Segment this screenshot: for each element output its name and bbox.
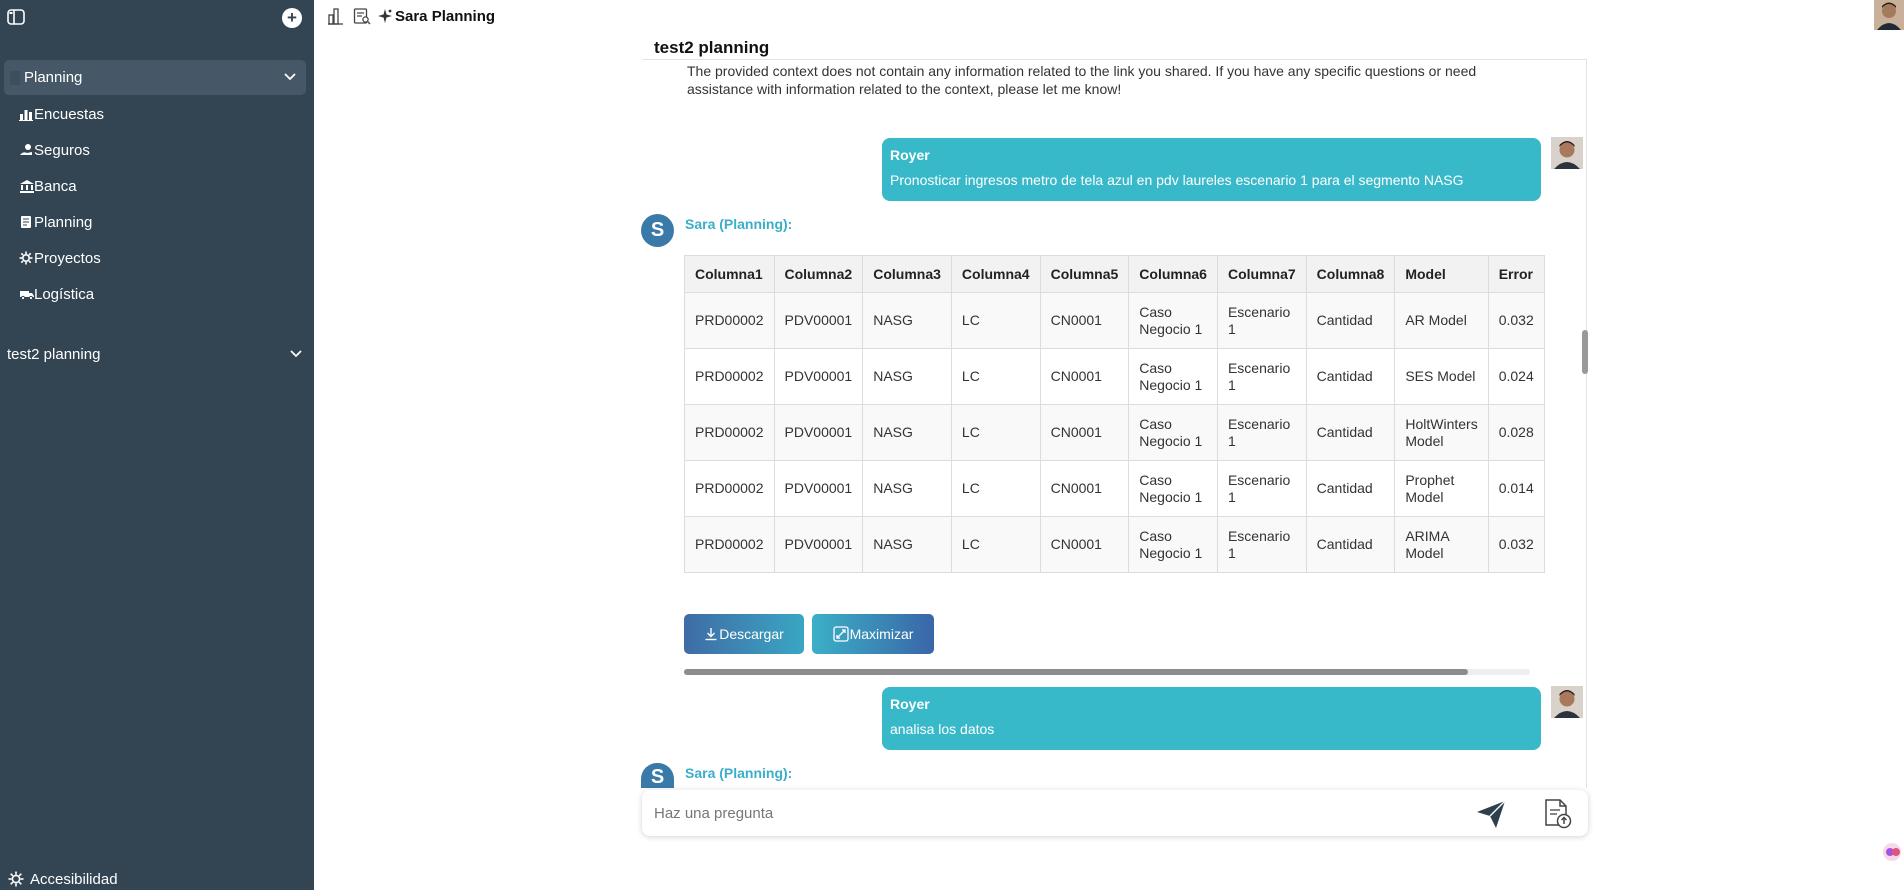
chat-title: test2 planning: [654, 38, 770, 57]
sidebar-item-encuestas[interactable]: [19, 102, 104, 126]
sidebar-item-seguros[interactable]: [19, 138, 90, 162]
insurance-icon: [19, 143, 33, 157]
bank-icon: [19, 179, 33, 193]
table-cell: PDV00001: [774, 461, 863, 517]
table-cell: NASG: [863, 461, 952, 517]
table-cell: PRD00002: [685, 517, 775, 573]
bot-message-text: The provided context does not contain any information related to the link you shared. If you have any specific questions or need assistance with information related to the context, please let me know!: [687, 63, 1477, 97]
table-cell: CN0001: [1040, 293, 1129, 349]
column-header: Columna1: [685, 256, 775, 293]
table-cell: CN0001: [1040, 349, 1129, 405]
results-table: [684, 255, 1545, 573]
sidebar-item-label: Seguros: [34, 141, 90, 159]
sidebar-item-planning[interactable]: [19, 210, 92, 234]
table-cell: PRD00002: [685, 405, 775, 461]
sidebar: [0, 0, 314, 890]
table-horizontal-scrollbar[interactable]: [684, 669, 1530, 675]
sidebar-item-proyectos[interactable]: [19, 246, 101, 270]
avatar: [1551, 137, 1583, 169]
table-cell: Cantidad: [1306, 293, 1395, 349]
table-cell: CN0001: [1040, 405, 1129, 461]
table-cell: PDV00001: [774, 349, 863, 405]
table-cell: CN0001: [1040, 517, 1129, 573]
table-cell: 0.032: [1488, 293, 1544, 349]
sidebar-item-banca[interactable]: [19, 174, 77, 198]
table-cell: PRD00002: [685, 349, 775, 405]
bot-name: Sara (Planning):: [685, 765, 793, 781]
table-cell: Escenario 1: [1217, 293, 1306, 349]
sidebar-toggle-icon[interactable]: [7, 9, 25, 25]
sparkle-icon: [377, 8, 393, 24]
table-cell: Cantidad: [1306, 349, 1395, 405]
user-message-text: Pronosticar ingresos metro de tela azul en pdv laureles escenario 1 para el segmento NASG: [890, 172, 1464, 188]
sidebar-item-label: Encuestas: [34, 105, 105, 123]
table-cell: PRD00002: [685, 461, 775, 517]
table-cell: LC: [951, 293, 1040, 349]
table-cell: PDV00001: [774, 517, 863, 573]
table-cell: Caso Negocio 1: [1129, 517, 1218, 573]
sidebar-item-label: Logística: [34, 285, 95, 303]
maximize-label: Maximizar: [849, 626, 914, 642]
column-header: Columna6: [1129, 256, 1218, 293]
assistant-widget-icon[interactable]: [1882, 839, 1902, 865]
chart-icon: [19, 107, 33, 121]
table-cell: NASG: [863, 517, 952, 573]
table-cell: LC: [951, 461, 1040, 517]
dashboard-icon[interactable]: [327, 7, 345, 25]
vertical-scrollbar[interactable]: [1582, 330, 1588, 374]
folder-icon: [10, 71, 20, 85]
column-header: Columna4: [951, 256, 1040, 293]
column-header: Error: [1488, 256, 1544, 293]
table-row: [685, 293, 1545, 349]
table-row: [685, 349, 1545, 405]
document-icon: [19, 215, 33, 229]
user-message: [882, 138, 1541, 201]
table-header-row: [685, 256, 1545, 293]
table-cell: AR Model: [1395, 293, 1488, 349]
sidebar-item-label: Proyectos: [34, 249, 101, 267]
sidebar-item-label: Banca: [34, 177, 77, 195]
bot-logo-icon: S: [641, 214, 674, 247]
gear-icon: [8, 871, 24, 887]
topbar: [314, 0, 1901, 32]
question-input[interactable]: [654, 801, 1454, 825]
table-cell: PDV00001: [774, 405, 863, 461]
table-cell: Caso Negocio 1: [1129, 405, 1218, 461]
table-cell: Prophet Model: [1395, 461, 1488, 517]
table-cell: Escenario 1: [1217, 461, 1306, 517]
table-cell: PDV00001: [774, 293, 863, 349]
table-cell: Caso Negocio 1: [1129, 349, 1218, 405]
user-message: [882, 687, 1541, 750]
chat-input-box: [642, 790, 1588, 836]
chevron-down-icon[interactable]: [282, 69, 298, 85]
chevron-down-icon[interactable]: [288, 346, 304, 362]
table-cell: LC: [951, 405, 1040, 461]
table-cell: NASG: [863, 293, 952, 349]
table-row: [685, 461, 1545, 517]
app-title: Sara Planning: [395, 8, 496, 25]
sidebar-section-planning[interactable]: [4, 60, 306, 95]
table-cell: SES Model: [1395, 349, 1488, 405]
avatar[interactable]: [1874, 0, 1904, 30]
column-header: Columna5: [1040, 256, 1129, 293]
download-label: Descargar: [719, 626, 784, 642]
bot-logo-icon: S: [641, 763, 674, 788]
sidebar-section-label: Planning: [24, 69, 83, 86]
truck-icon: [19, 287, 33, 301]
maximize-button[interactable]: [812, 614, 934, 654]
send-icon[interactable]: [1475, 798, 1507, 830]
table-cell: LC: [951, 349, 1040, 405]
table-cell: 0.024: [1488, 349, 1544, 405]
download-button[interactable]: [684, 614, 804, 654]
accessibility-button[interactable]: [8, 868, 118, 890]
table-cell: ARIMA Model: [1395, 517, 1488, 573]
accessibility-label: Accesibilidad: [30, 870, 118, 888]
column-header: Columna7: [1217, 256, 1306, 293]
table-cell: Cantidad: [1306, 517, 1395, 573]
table-cell: 0.032: [1488, 517, 1544, 573]
column-header: Columna8: [1306, 256, 1395, 293]
table-cell: HoltWinters Model: [1395, 405, 1488, 461]
table-cell: Cantidad: [1306, 461, 1395, 517]
table-cell: LC: [951, 517, 1040, 573]
user-name: Royer: [890, 147, 930, 163]
avatar: [1551, 686, 1583, 718]
download-icon: [704, 627, 718, 641]
table-cell: PRD00002: [685, 293, 775, 349]
table-cell: 0.014: [1488, 461, 1544, 517]
sidebar-section-test2-planning[interactable]: [7, 342, 304, 366]
user-message-text: analisa los datos: [890, 721, 995, 737]
sidebar-item-label: Planning: [34, 213, 93, 231]
table-cell: 0.028: [1488, 405, 1544, 461]
table-cell: NASG: [863, 349, 952, 405]
table-row: [685, 517, 1545, 573]
table-cell: Caso Negocio 1: [1129, 461, 1218, 517]
upload-file-icon[interactable]: [1543, 798, 1573, 830]
report-search-icon[interactable]: [353, 7, 371, 25]
bot-name: Sara (Planning):: [685, 216, 793, 232]
table-cell: Escenario 1: [1217, 517, 1306, 573]
maximize-icon: [833, 626, 849, 642]
sidebar-item-logistica[interactable]: [19, 282, 94, 306]
scrollbar-thumb[interactable]: [684, 669, 1468, 675]
table-cell: Caso Negocio 1: [1129, 293, 1218, 349]
column-header: Model: [1395, 256, 1488, 293]
table-row: [685, 405, 1545, 461]
table-cell: Cantidad: [1306, 405, 1395, 461]
gear-icon: [19, 251, 33, 265]
results-table-container: [684, 255, 1534, 573]
column-header: Columna3: [863, 256, 952, 293]
table-cell: CN0001: [1040, 461, 1129, 517]
column-header: Columna2: [774, 256, 863, 293]
table-cell: Escenario 1: [1217, 405, 1306, 461]
user-name: Royer: [890, 696, 930, 712]
table-cell: Escenario 1: [1217, 349, 1306, 405]
new-chat-button[interactable]: +: [282, 8, 302, 28]
table-cell: NASG: [863, 405, 952, 461]
sidebar-section-label: test2 planning: [7, 345, 101, 363]
